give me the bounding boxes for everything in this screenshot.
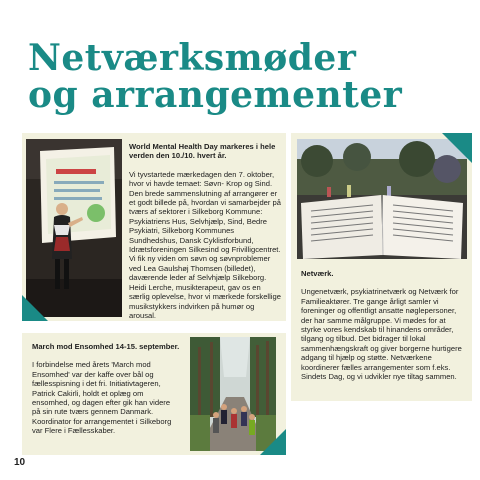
article-march-mod-ensomhed — [22, 333, 286, 455]
article-netvaerk — [291, 133, 472, 401]
page-title-line-2: og arrangementer — [28, 74, 403, 116]
article-1-text — [129, 142, 281, 320]
article-2-body: I forbindelse med årets 'March mod Ensomhed' var der kaffe over bål og fællesspisning i det fri. Initiativtageren, Patrick Cakirli, holdt et oplæg om ensomhed, og dagen efter gik han videre på sin rute tværs gennem Danmark. Koordinator for arrangementet i Silkeborg var Flere i Fællesskaber. — [32, 360, 172, 436]
page-title — [28, 37, 468, 116]
article-2-text — [32, 342, 180, 436]
article-world-mental-health-day — [22, 133, 286, 321]
article-3-text — [301, 269, 465, 381]
speaker-photo-image — [26, 139, 122, 317]
article-1-heading: World Mental Health Day markeres i hele verden den 10./10. hvert år. — [129, 142, 276, 161]
page-title-line-1: Netværksmøder — [28, 37, 357, 79]
article-2-heading: March mod Ensomhed 14-15. september. — [32, 342, 180, 351]
corner-decoration — [260, 429, 286, 455]
page-number: 10 — [14, 457, 26, 468]
article-3-heading: Netværk. — [301, 269, 334, 278]
corner-decoration — [22, 295, 48, 321]
speaker-photo — [26, 139, 122, 317]
article-1-body-2: Vi fik ny viden om søvn og søvnproblemer ved Lea Gaulshøj Thomsen (billedet), daværende leder af Selvhjælp Silkeborg. Heidi Lerche, musikterapeut, gav os en særlig oplevelse, hvor vi mærkede forskellige musikstykkers indvirken på humør og arousal. — [129, 254, 281, 320]
corner-decoration — [442, 133, 472, 163]
article-1-body-1: Vi tyvstartede mærkedagen den 7. oktober, hvor vi havde temaet: Søvn- Krop og Sind. Den brede sammenslutning af arrangører er et godt billede på, hvordan vi samarbejder på tværs af sektorer i Silkeborg Kommune: Psykiatriens Hus, Selvhjælp, Sind, Bedre Psykiatri, Silkeborg Kommunes Sundhedshus, Dansk Cyklistforbund, Idrætsforeningen Silkesind og Frivilligcentret. — [129, 169, 281, 255]
article-3-body: Ungenetværk, psykiatrinetværk og Netværk for Familieaktører. Tre gange årligt samler vi foreninger og offentligt ansatte nøglepersoner, der har samme målgruppe. Vi mødes for at styrke vores kendskab til hinandens områder, tilgang og tilbud. Det bidrager til lokal sammenhængskraft og giver borgerne hurtigere adgang til hjælp og støtte. Netværkene koordinerer fælles arrangementer som f.eks. Sindets Dag, og vi udvikler nye tiltag sammen. — [301, 287, 462, 382]
